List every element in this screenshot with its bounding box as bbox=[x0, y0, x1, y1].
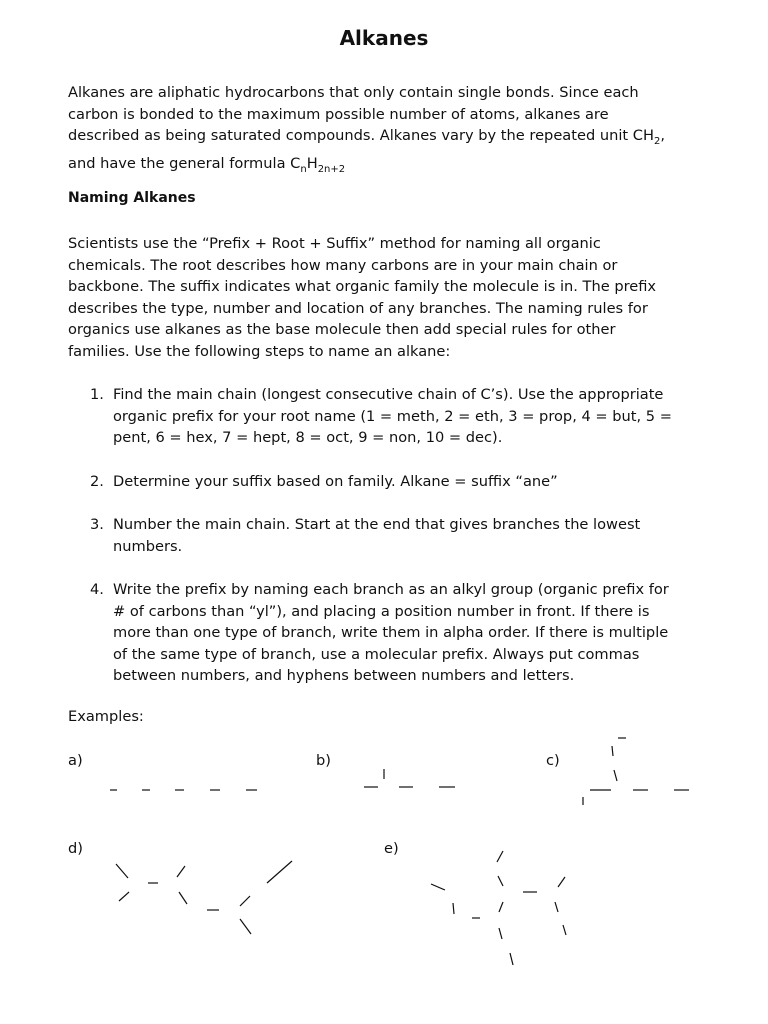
structure-d bbox=[116, 861, 292, 934]
step-number: 1. bbox=[90, 386, 104, 403]
step-text: Number the main chain. Start at the end that gives branches the lowest numbers. bbox=[113, 516, 641, 555]
step-number: 2. bbox=[90, 473, 104, 490]
example-label-c: c) bbox=[546, 752, 560, 769]
step-text: Determine your suffix based on family. Alkane = suffix “ane” bbox=[113, 473, 558, 490]
formula-h: H bbox=[306, 154, 318, 172]
structure-b bbox=[364, 769, 455, 787]
example-label-d: d) bbox=[68, 840, 83, 857]
repeat-unit-subscript: 2 bbox=[653, 136, 661, 148]
step-text: Write the prefix by naming each branch as an alkyl group (organic prefix for # of carbons than “yl”), and placing a position number in front. If there is more than one type of branch, write them in alpha order. If there is multiple of the same type of branch, use a molecular prefix. Always put commas between numbers, and hyphens between numbers and letters. bbox=[113, 581, 669, 685]
formula-c: C bbox=[290, 154, 301, 172]
example-label-e: e) bbox=[384, 840, 399, 857]
structure-e bbox=[431, 851, 566, 965]
step-text: Find the main chain (longest consecutive chain of C’s). Use the appropriate organic prefix for your root name (1 = meth, 2 = eth, 3 = prop, 4 = but, 5 = pent, 6 = hex, 7 = hept, 8 = oct, 9 = non, 10 = dec). bbox=[113, 386, 672, 447]
step-number: 4. bbox=[90, 581, 104, 598]
structure-c bbox=[583, 738, 689, 805]
example-label-b: b) bbox=[316, 752, 331, 769]
section-heading-naming: Naming Alkanes bbox=[68, 190, 196, 206]
naming-paragraph: Scientists use the “Prefix + Root + Suffix” method for naming all organic chemicals. The root describes how many carbons are in your main chain or backbone. The suffix indicates what organic family the molecule is in. The prefix describes the type, number and location of any branches. The naming rules for organics use alkanes as the base molecule then add special rules for other families. Use the following steps to name an alkane: bbox=[68, 235, 657, 360]
intro-text-mid: , and have the general formula bbox=[68, 127, 665, 172]
step-number: 3. bbox=[90, 516, 104, 533]
formula-h-subscript: 2n+2 bbox=[317, 163, 346, 175]
repeat-unit-base: CH bbox=[632, 127, 654, 145]
formula-n-subscript: n bbox=[300, 163, 307, 175]
examples-label: Examples: bbox=[68, 708, 144, 725]
example-label-a: a) bbox=[68, 752, 83, 769]
page-title: Alkanes bbox=[339, 26, 429, 50]
intro-text: Alkanes are aliphatic hydrocarbons that only contain single bonds. Since each carbon is bonded to the maximum possible number of atoms, alkanes are described as being saturated compounds. Alkanes vary by the repeated unit bbox=[68, 84, 639, 145]
